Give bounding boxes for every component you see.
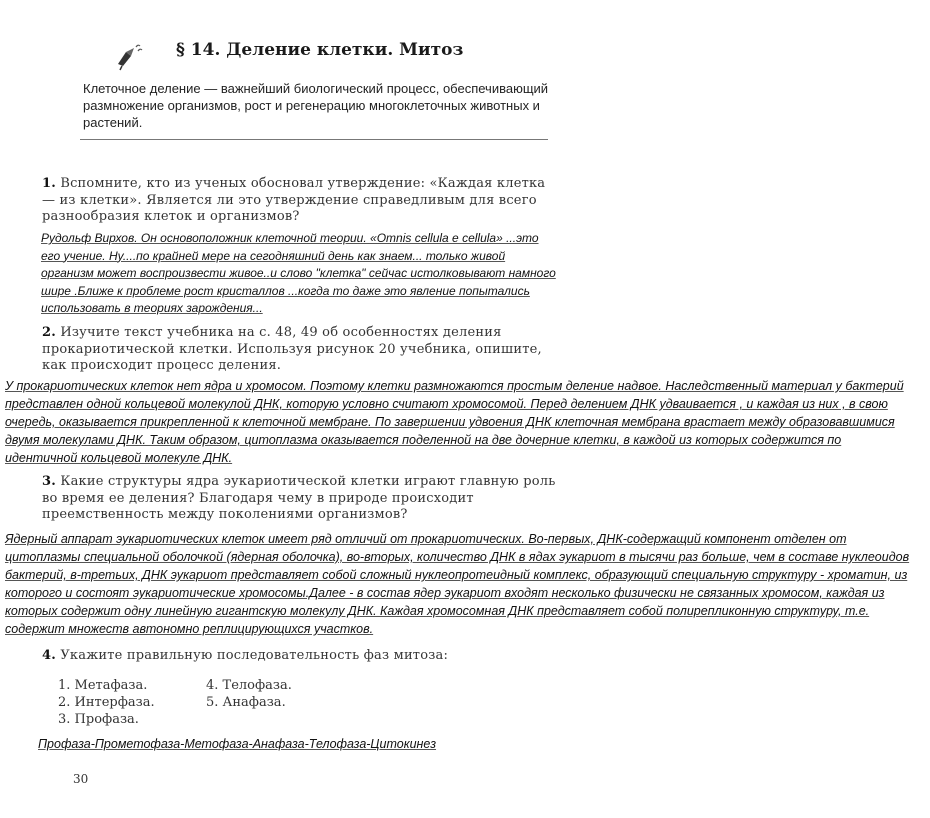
option-2: 2. Интерфаза. (58, 695, 155, 710)
question-1 (42, 176, 557, 226)
option-list-left (58, 677, 155, 728)
section-title: § 14. Деление клетки. Митоз (176, 40, 464, 60)
question-text: Укажите правильную последовательность фаз митоза: (60, 648, 449, 663)
question-text: Изучите текст учебника на с. 48, 49 об особенностях деления прокариотической клетки. Используя рисунок 20 учебника, опишите, как происходит процесс деления. (42, 325, 542, 373)
question-text: Какие структуры ядра эукариотической клетки играют главную роль во время ее деления? Благодаря чему в природе происходит преемственность между поколениями организмов? (42, 474, 556, 522)
option-4: 4. Телофаза. (206, 678, 292, 693)
question-number: 3. (42, 474, 56, 489)
question-text: Вспомните, кто из ученых обосновал утверждение: «Каждая клетка — из клетки». Является ли это утверждение справедливым для всего разнообразия клеток и организмов? (42, 176, 546, 224)
divider (80, 139, 548, 140)
pen-icon (114, 42, 144, 72)
question-number: 2. (42, 325, 56, 340)
answer-3: Ядерный аппарат эукариотических клеток имеет ряд отличий от прокариотических. Во-первых, ДНК-содержащий компонент отделен от цитоплазмы специальной оболочкой (ядерная оболочка), во-вторых, количество ДНК в ядах эукариот в тысячи раз больше, чем в составе нуклеоидов бактерий, в-третьих, ДНК эукариот представляет собой сложный нуклеопротеидный комплекс, образующий специальную структуру - хроматин, из которого и состоят эукариотические хромосомы.Далее - в состав ядер эукариот входят несколько физически не связанных хромосом, каждая из которых содержит одну линейную гигантскую молекулу ДНК. Каждая хромосомная ДНК представляет собой полирепликонную структуру, т.е. содержит множеств автономно реплицирующихся участков. (5, 532, 910, 636)
answer-2: У прокариотических клеток нет ядра и хромосом. Поэтому клетки размножаются простым деление надвое. Наследственный материал у бактерий представлен одной кольцевой молекулой ДНК, которую условно считают хромосомой. Перед делением ДНК удваивается , и каждая из них , в свою очередь, оказывается прикрепленной к клеточной мембране. По завершении удвоения ДНК клеточная мембрана врастает между образовавшимися двумя молекулами ДНК. Таким образом, цитоплазма оказывается поделенной на две дочерние клетки, в каждой из которых содержится по идентичной кольцевой молекуле ДНК. (5, 379, 904, 465)
page-number: 30 (73, 772, 89, 786)
question-number: 4. (42, 648, 56, 663)
answer-1: Рудольф Вирхов. Он основоположник клеточной теории. «Omnis cellula e cellula» ...это его учение. Ну....по крайней мере на сегодняшний день как знаем... только живой организм может воспроизвести живое..и слово "клетка" сейчас истолковывают намного шире .Ближе к проблеме рост кристаллов ...когда то даже это явление попытались использовать в теориях зарождения... (41, 231, 556, 315)
question-number: 1. (42, 176, 56, 191)
option-5: 5. Анафаза. (206, 695, 286, 710)
answer-4: Профаза-Прометофаза-Метофаза-Анафаза-Телофаза-Цитокинез (38, 737, 437, 751)
question-3 (42, 474, 557, 524)
option-list-right (206, 677, 292, 711)
option-3: 3. Профаза. (58, 712, 139, 727)
option-1: 1. Метафаза. (58, 678, 148, 693)
intro-text: Клеточное деление — важнейший биологический процесс, обеспечивающий размножение организмов, рост и регенерацию многоклеточных животных и растений. (83, 81, 549, 130)
question-4 (42, 648, 557, 665)
question-2 (42, 325, 557, 375)
